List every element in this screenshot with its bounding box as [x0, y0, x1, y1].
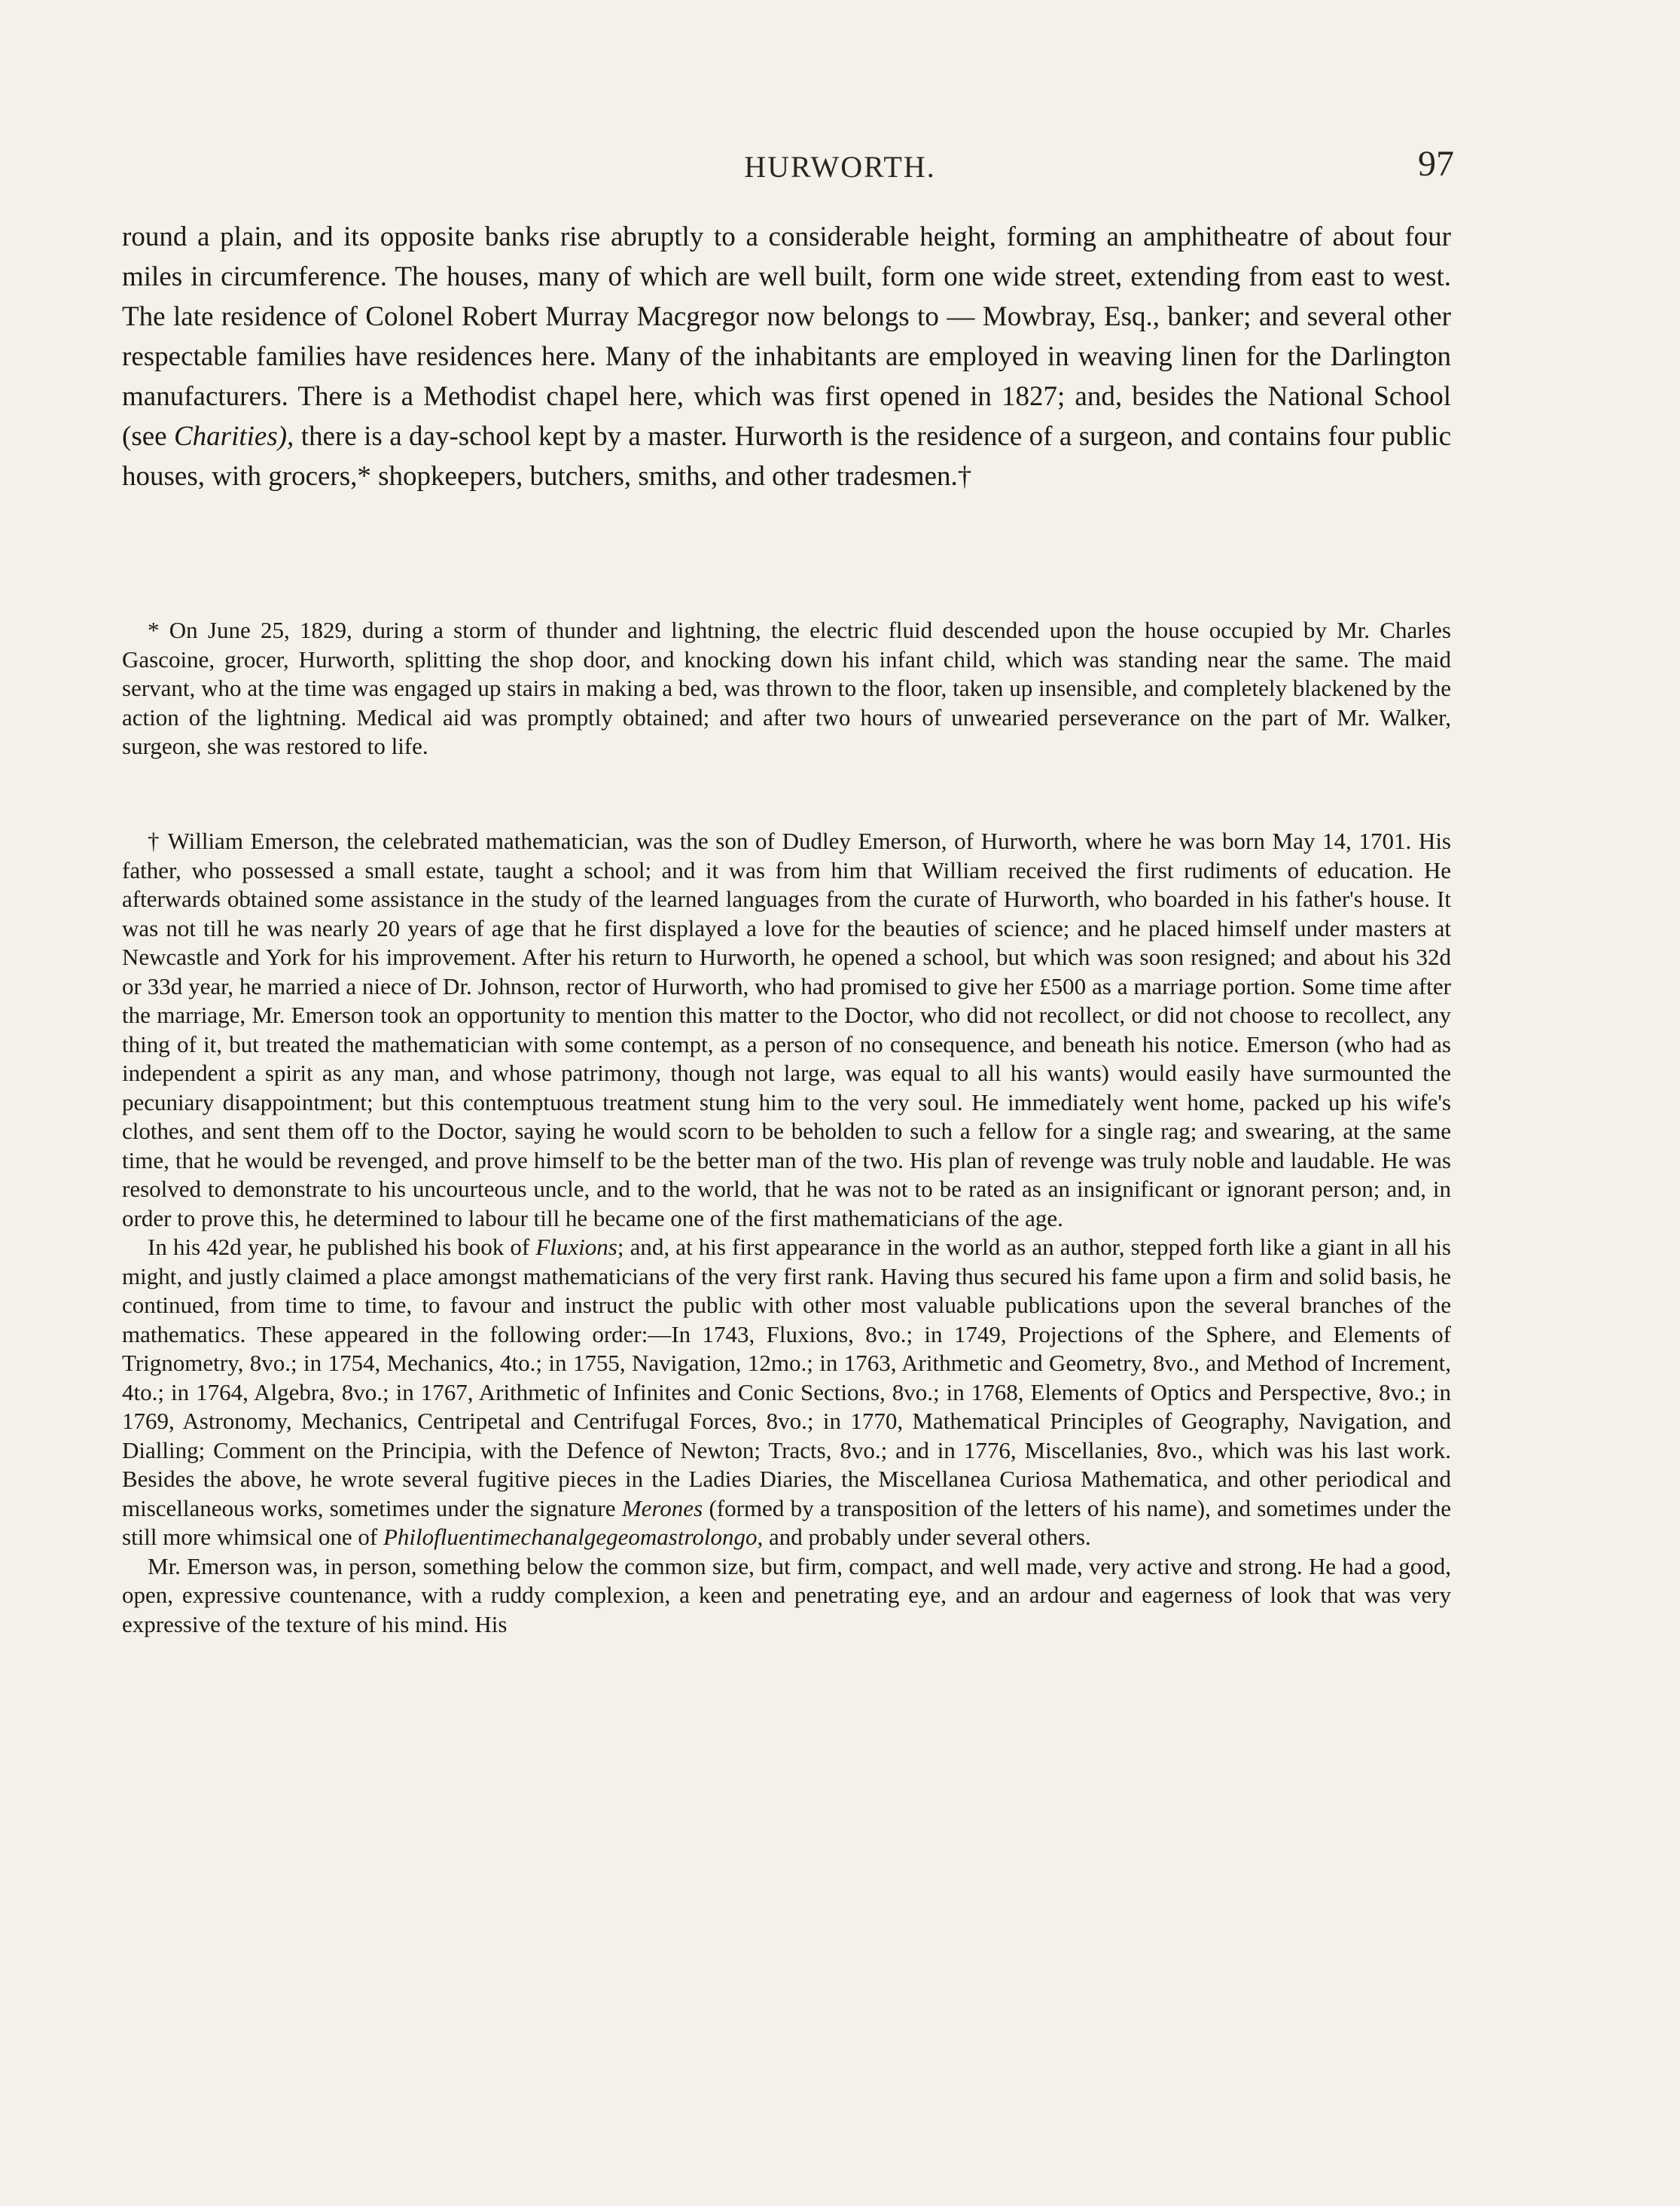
para2-mid2: (formed by a transposition of the letters of his name), and sometimes under the still more whimsical one of [122, 1494, 1451, 1550]
pseudonym-signature: Philofluentimechanalgegeomastrolongo, [383, 1524, 764, 1550]
running-header [0, 143, 1680, 196]
para2-end: and probably under several others. [763, 1524, 1091, 1550]
footnote-asterisk [122, 616, 1451, 761]
fluxions-title: Fluxions [535, 1234, 617, 1260]
charities-reference: Charities), [174, 421, 294, 452]
main-paragraph-end: there is a day-school kept by a master. Hurworth is the residence of a surgeon, and contains four public houses, with grocers,* shopkeepers, butchers, smiths, and other tradesmen.† [122, 421, 1451, 492]
para2-start: In his 42d year, he published his book of [148, 1234, 536, 1260]
page-number: 97 [1418, 144, 1454, 184]
para2-mid: ; and, at his first appearance in the world as an author, stepped forth like a giant in all his might, and justly claimed a place amongst mathematicians of the very first rank. Having thus secured his fame upon a firm and solid basis, he continued, from time to time, to favour and instruct the public with other most valuable publications upon the several branches of the mathematics. These appeared in the following order:—In 1743, Fluxions, 8vo.; in 1749, Projections of the Sphere, and Elements of Trignometry, 8vo.; in 1754, Mechanics, 4to.; in 1755, Navigation, 12mo.; in 1763, Arithmetic and Geometry, 8vo., and Method of Increment, 4to.; in 1764, Algebra, 8vo.; in 1767, Arithmetic of Infinites and Conic Sections, 8vo.; in 1768, Elements of Optics and Perspective, 8vo.; in 1769, Astronomy, Mechanics, Centripetal and Centrifugal Forces, 8vo.; in 1770, Mathematical Principles of Geography, Navigation, and Dialling; Comment on the Principia, with the Defence of Newton; Tracts, 8vo.; and in 1776, Miscellanies, 8vo., which was his last work. Besides the above, he wrote several fugitive pieces in the Ladies Diaries, the Miscellanea Curiosa Mathematica, and other periodical and miscellaneous works, sometimes under the signature [122, 1234, 1451, 1521]
page-title: HURWORTH. [744, 150, 936, 184]
footnote-emerson-para2 [122, 1233, 1451, 1552]
footnote-lightning: * On June 25, 1829, during a storm of thunder and lightning, the electric fluid descended upon the house occupied by Mr. Charles Gascoine, grocer, Hurworth, splitting the shop door, and knocking down his infant child, which was standing near the same. The maid servant, who at the time was engaged up stairs in making a bed, was thrown to the floor, taken up insensible, and completely blackened by the action of the lightning. Medical aid was promptly obtained; and after two hours of unwearied perseverance on the part of Mr. Walker, surgeon, she was restored to life. [122, 617, 1451, 759]
footnote-dagger [122, 827, 1451, 1639]
main-paragraph [122, 217, 1451, 496]
main-body-text [122, 217, 1451, 496]
main-paragraph-start: round a plain, and its opposite banks rise abruptly to a considerable height, forming an amphitheatre of about four miles in circumference. The houses, many of which are well built, form one wide street, extending from east to west. The late residence of Colonel Robert Murray Macgregor now belongs to — Mowbray, Esq., banker; and several other respectable families have residences here. Many of the inhabitants are employed in weaving linen for the Darlington manufacturers. There is a Methodist chapel here, which was first opened in 1827; and, besides the National School (see [122, 221, 1451, 452]
merones-signature: Merones [621, 1494, 703, 1521]
footnote-emerson-para3: Mr. Emerson was, in person, something below the common size, but firm, compact, and well made, very active and strong. He had a good, open, expressive countenance, with a ruddy complexion, a keen and penetrating eye, and an ardour and eagerness of look that was very expressive of the texture of his mind. His [122, 1552, 1451, 1637]
footnote-emerson-para1: † William Emerson, the celebrated mathematician, was the son of Dudley Emerson, of Hurworth, where he was born May 14, 1701. His father, who possessed a small estate, taught a school; and it was from him that William received the first rudiments of education. He afterwards obtained some assistance in the study of the learned languages from the curate of Hurworth, who boarded in his father's house. It was not till he was nearly 20 years of age that he first displayed a love for the beauties of science; and he placed himself under masters at Newcastle and York for his improvement. After his return to Hurworth, he opened a school, but which was soon resigned; and about his 32d or 33d year, he married a niece of Dr. Johnson, rector of Hurworth, who had promised to give her £500 as a marriage portion. Some time after the marriage, Mr. Emerson took an opportunity to mention this matter to the Doctor, who did not recollect, or did not choose to recollect, any thing of it, but treated the mathematician with some contempt, as a person of no consequence, and beneath his notice. Emerson (who had as independent a spirit as any man, and whose patrimony, though not large, was equal to all his wants) would easily have surmounted the pecuniary disappointment; but this contemptuous treatment stung him to the very soul. He immediately went home, packed up his wife's clothes, and sent them off to the Doctor, saying he would scorn to be beholden to such a fellow for a single rag; and swearing, at the same time, that he would be revenged, and prove himself to be the better man of the two. His plan of revenge was truly noble and laudable. He was resolved to demonstrate to his uncourteous uncle, and to the world, that he was not to be rated as an insignificant or ignorant person; and, in order to prove this, he determined to labour till he became one of the first mathematicians of the age. [122, 828, 1451, 1231]
